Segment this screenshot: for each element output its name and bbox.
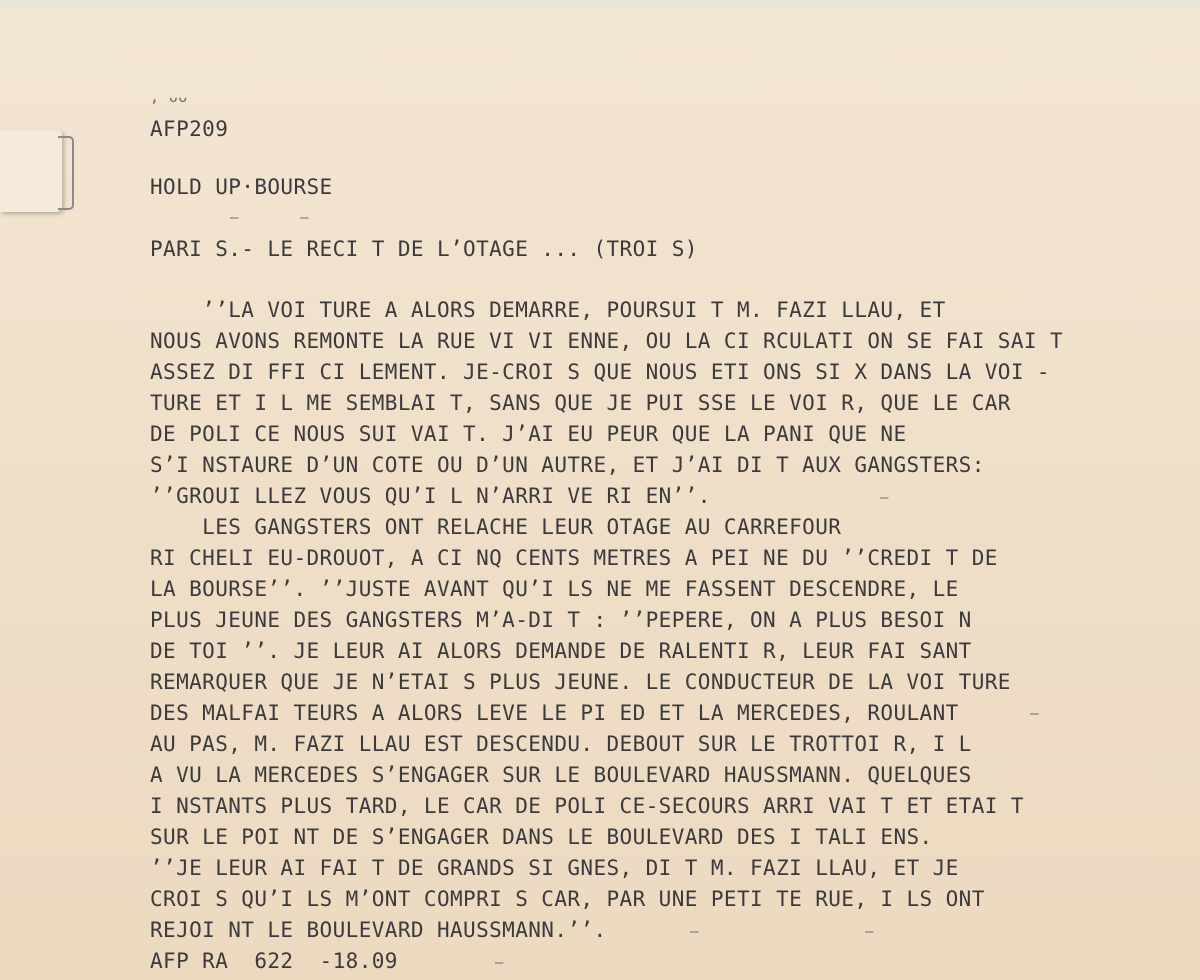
stray-dash-mark: – (230, 210, 239, 226)
body-line: AU PAS, M. FAZI LLAU EST DESCENDU. DEBOUT SUR LE TROTTOI R, I L (150, 732, 972, 756)
body-line: SUR LE POI NT DE S’ENGAGER DANS LE BOULEVARD DES I TALI ENS. (150, 825, 933, 849)
stray-dash-mark: – (865, 924, 874, 940)
body-line: CROI S QU’I LS M’ONT COMPRI S CAR, PAR UNE PETI TE RUE, I LS ONT (150, 887, 985, 911)
body-line: ’’GROUI LLEZ VOUS QU’I L N’ARRI VE RI EN’’. (150, 484, 711, 508)
paper-clip-tab (0, 130, 62, 212)
dispatch-headline: PARI S.- LE RECI T DE L’OTAGE ... (TROI S) (150, 237, 698, 261)
body-line: A VU LA MERCEDES S’ENGAGER SUR LE BOULEVARD HAUSSMANN. QUELQUES (150, 763, 972, 787)
body-line: ’’JE LEUR AI FAI T DE GRANDS SI GNES, DI T M. FAZI LLAU, ET JE (150, 856, 959, 880)
body-line: I NSTANTS PLUS TARD, LE CAR DE POLI CE-SECOURS ARRI VAI T ET ETAI T (150, 794, 1024, 818)
staple-icon (58, 136, 74, 210)
body-line: NOUS AVONS REMONTE LA RUE VI VI ENNE, OU LA CI RCULATI ON SE FAI SAI T (150, 329, 1064, 353)
body-line: LA BOURSE’’. ’’JUSTE AVANT QU’I LS NE ME FASSENT DESCENDRE, LE (150, 577, 959, 601)
body-line: DES MALFAI TEURS A ALORS LEVE LE PI ED ET LA MERCEDES, ROULANT (150, 701, 959, 725)
body-line: REJOI NT LE BOULEVARD HAUSSMANN.’’. (150, 918, 607, 942)
body-line: REMARQUER QUE JE N’ETAI S PLUS JEUNE. LE CONDUCTEUR DE LA VOI TURE (150, 670, 1011, 694)
body-line: PLUS JEUNE DES GANGSTERS M’A-DI T : ’’PEPERE, ON A PLUS BESOI N (150, 608, 972, 632)
body-line: TURE ET I L ME SEMBLAI T, SANS QUE JE PUI SSE LE VOI R, QUE LE CAR (150, 391, 1011, 415)
stray-dash-mark: – (300, 210, 309, 226)
body-line: S’I NSTAURE D’UN COTE OU D’UN AUTRE, ET J’AI DI T AUX GANGSTERS: (150, 453, 985, 477)
body-line: LES GANGSTERS ONT RELACHE LEUR OTAGE AU CARREFOUR (150, 515, 842, 539)
body-line: RI CHELI EU-DROUOT, A CI NQ CENTS METRES A PEI NE DU ’’CREDI T DE (150, 546, 998, 570)
top-mark: , ᴗᴗ (150, 88, 188, 106)
body-line: DE POLI CE NOUS SUI VAI T. J’AI EU PEUR QUE LA PANI QUE NE (150, 422, 907, 446)
body-line: ASSEZ DI FFI CI LEMENT. JE-CROI S QUE NOUS ETI ONS SI X DANS LA VOI - (150, 360, 1050, 384)
stray-dash-mark: – (880, 490, 889, 506)
dispatch-code: AFP209 (150, 117, 229, 141)
dispatch-footer: AFP RA 622 -18.09 (150, 949, 398, 973)
body-line: DE TOI ’’. JE LEUR AI ALORS DEMANDE DE RALENTI R, LEUR FAI SANT (150, 639, 972, 663)
body-line: ’’LA VOI TURE A ALORS DEMARRE, POURSUI T M. FAZI LLAU, ET (150, 298, 946, 322)
dispatch-slug: HOLD UP·BOURSE (150, 175, 333, 199)
stray-dash-mark: – (1030, 706, 1039, 722)
stray-dash-mark: – (495, 955, 504, 971)
stray-dash-mark: – (690, 924, 699, 940)
